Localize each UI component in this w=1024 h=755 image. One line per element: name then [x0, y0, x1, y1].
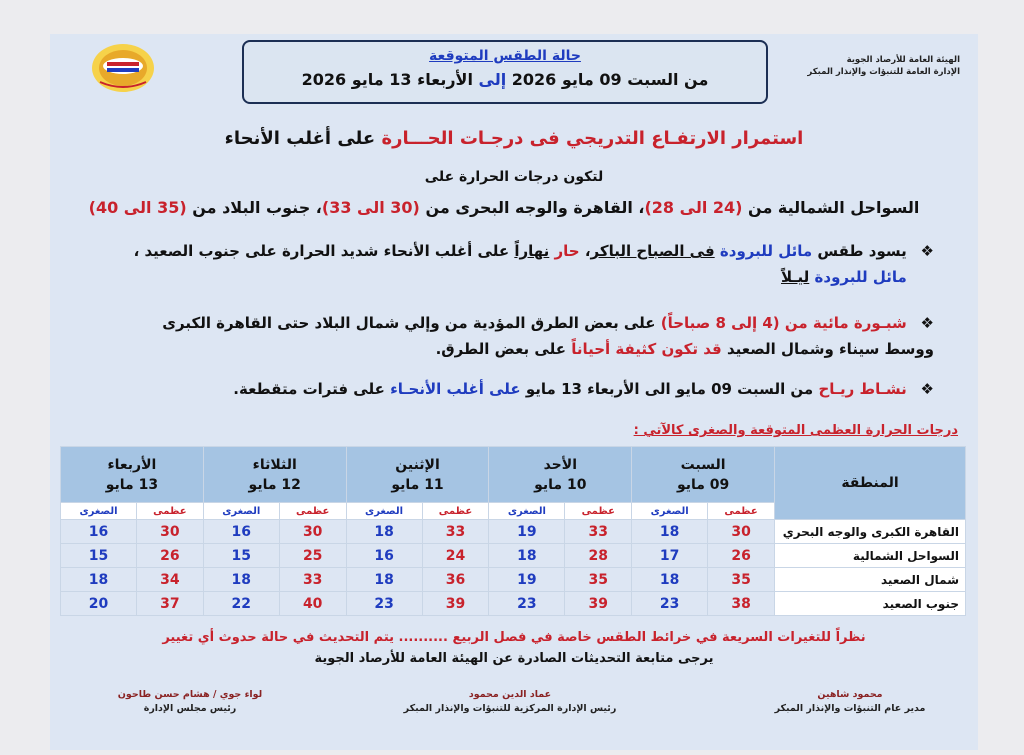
signature-block [80, 688, 300, 716]
cairo-range: (30 الى 33) [321, 198, 420, 217]
day-header: الثلاثاء 12 مايو [203, 447, 346, 503]
day-header: الإثنين 11 مايو [346, 447, 489, 503]
max-temp-cell: 39 [422, 592, 489, 616]
min-label: الصغرى [489, 503, 565, 520]
min-temp-cell: 16 [346, 544, 422, 568]
min-label: الصغرى [632, 503, 708, 520]
min-temp-cell: 23 [346, 592, 422, 616]
min-label: الصغرى [346, 503, 422, 520]
max-temp-cell: 33 [565, 520, 632, 544]
day-header: الأربعاء 13 مايو [61, 447, 204, 503]
min-temp-cell: 18 [61, 568, 137, 592]
date-from: من السبت 09 مايو 2026 [511, 70, 709, 89]
max-temp-cell: 39 [565, 592, 632, 616]
title-box [242, 40, 768, 104]
max-temp-cell: 30 [708, 520, 775, 544]
north-coast-range: (24 الى 28) [644, 198, 743, 217]
region-cell: شمال الصعيد [775, 568, 966, 592]
signatory-role: رئيس مجلس الإدارة [143, 703, 237, 714]
region-cell: السواحل الشمالية [775, 544, 966, 568]
bullet-wind: ❖ نشـاط ريـاح من السبت 09 مايو الى الأربعاء 13 مايو على أغلب الأنحـاء على فترات متقطعة. [66, 376, 934, 402]
min-temp-cell: 23 [632, 592, 708, 616]
max-label: عظمى [565, 503, 632, 520]
signature-block [740, 688, 960, 716]
temperature-ranges [70, 198, 938, 217]
min-temp-cell: 18 [632, 520, 708, 544]
signature-block [400, 688, 620, 716]
max-temp-cell: 30 [279, 520, 346, 544]
max-temp-cell: 33 [279, 568, 346, 592]
max-temp-cell: 33 [422, 520, 489, 544]
org-name: الهيئة العامة للأرصاد الجوية [846, 55, 960, 65]
min-temp-cell: 17 [632, 544, 708, 568]
organization-header [807, 54, 960, 78]
org-department: الإدارة العامة للتنبؤات والإنذار المبكر [807, 67, 960, 77]
max-temp-cell: 26 [708, 544, 775, 568]
bullet-fog: ❖ شبـورة مائية من (4 إلى 8 صباحاً) على بعض الطرق المؤدية من وإلي شمال البلاد حتى القاهرة الكبرى ووسط سيناء وشمال الصعيد قد تكون كثيفة أحياناً على بعض الطرق. [66, 310, 934, 362]
region-cell: جنوب الصعيد [775, 592, 966, 616]
max-temp-cell: 24 [422, 544, 489, 568]
min-label: الصغرى [203, 503, 279, 520]
signatory-name: عماد الدين محمود [468, 689, 552, 700]
min-temp-cell: 18 [346, 520, 422, 544]
headline [50, 128, 978, 149]
max-label: عظمى [422, 503, 489, 520]
south-label: ، جنوب البلاد من [192, 198, 322, 217]
max-temp-cell: 35 [708, 568, 775, 592]
update-note: نظراً للتغيرات السريعة في خرائط الطقس خاصة في فصل الربيع .......... يتم التحديث في حالة حدوث أي تغيير [162, 630, 866, 645]
south-range: (35 الى 40) [88, 198, 187, 217]
min-temp-cell: 18 [489, 544, 565, 568]
min-temp-cell: 18 [203, 568, 279, 592]
follow-note: يرجى متابعة التحديثات الصادرة عن الهيئة العامة للأرصاد الجوية [314, 651, 714, 666]
table-row [61, 520, 966, 544]
region-cell: القاهرة الكبرى والوجه البحري [775, 520, 966, 544]
min-temp-cell: 20 [61, 592, 137, 616]
max-temp-cell: 37 [136, 592, 203, 616]
min-temp-cell: 16 [61, 520, 137, 544]
min-temp-cell: 18 [346, 568, 422, 592]
subline: لتكون درجات الحرارة على [424, 169, 604, 185]
min-temp-cell: 19 [489, 520, 565, 544]
max-temp-cell: 35 [565, 568, 632, 592]
table-row [61, 592, 966, 616]
max-temp-cell: 38 [708, 592, 775, 616]
forecast-date-range [244, 70, 766, 89]
min-temp-cell: 18 [632, 568, 708, 592]
table-row [61, 544, 966, 568]
min-temp-cell: 15 [61, 544, 137, 568]
max-temp-cell: 28 [565, 544, 632, 568]
cairo-label: ، القاهرة والوجه البحرى من [425, 198, 645, 217]
signatory-name: محمود شاهين [817, 689, 883, 700]
table-row [61, 568, 966, 592]
signatory-role: مدير عام التنبؤات والإنذار المبكر [774, 703, 926, 714]
forecast-sheet [50, 34, 978, 750]
date-to: الأربعاء 13 مايو 2026 [301, 70, 473, 89]
forecast-title: حالة الطقس المتوقعة [429, 48, 581, 64]
temperature-table [60, 446, 966, 616]
authority-logo-icon [90, 42, 156, 94]
diamond-bullet-icon: ❖ [920, 380, 934, 398]
max-temp-cell: 25 [279, 544, 346, 568]
max-temp-cell: 34 [136, 568, 203, 592]
diamond-bullet-icon: ❖ [920, 242, 934, 260]
min-temp-cell: 16 [203, 520, 279, 544]
max-temp-cell: 26 [136, 544, 203, 568]
max-label: عظمى [708, 503, 775, 520]
region-header: المنطقة [775, 447, 966, 520]
max-temp-cell: 36 [422, 568, 489, 592]
diamond-bullet-icon: ❖ [920, 314, 934, 332]
day-header: الأحد 10 مايو [489, 447, 632, 503]
north-coast-label: السواحل الشمالية من [748, 198, 920, 217]
min-temp-cell: 19 [489, 568, 565, 592]
min-label: الصغرى [61, 503, 137, 520]
headline-tail: على أغلب الأنحاء [224, 128, 376, 149]
date-to-word: إلى [478, 70, 507, 89]
max-label: عظمى [136, 503, 203, 520]
day-header: السبت 09 مايو [632, 447, 775, 503]
max-temp-cell: 30 [136, 520, 203, 544]
min-temp-cell: 22 [203, 592, 279, 616]
table-caption: درجات الحرارة العظمى المتوقعة والصغرى كالآتي : [633, 423, 958, 438]
signatory-role: رئيس الإدارة المركزية للتنبؤات والإنذار المبكر [403, 703, 617, 714]
max-label: عظمى [279, 503, 346, 520]
max-temp-cell: 40 [279, 592, 346, 616]
headline-main: استمرار الارتفـاع التدريجي فى درجـات الحـــارة [381, 128, 804, 149]
signatory-name: لواء جوي / هشام حسن طاحون [117, 689, 263, 700]
min-temp-cell: 15 [203, 544, 279, 568]
bullet-weather: ❖ يسود طقس مائل للبرودة فى الصباح الباكر، حار نهاراً على أغلب الأنحاء شديد الحرارة على جنوب الصعيد ، مائل للبرودة ليـلاً [66, 238, 934, 290]
min-temp-cell: 23 [489, 592, 565, 616]
